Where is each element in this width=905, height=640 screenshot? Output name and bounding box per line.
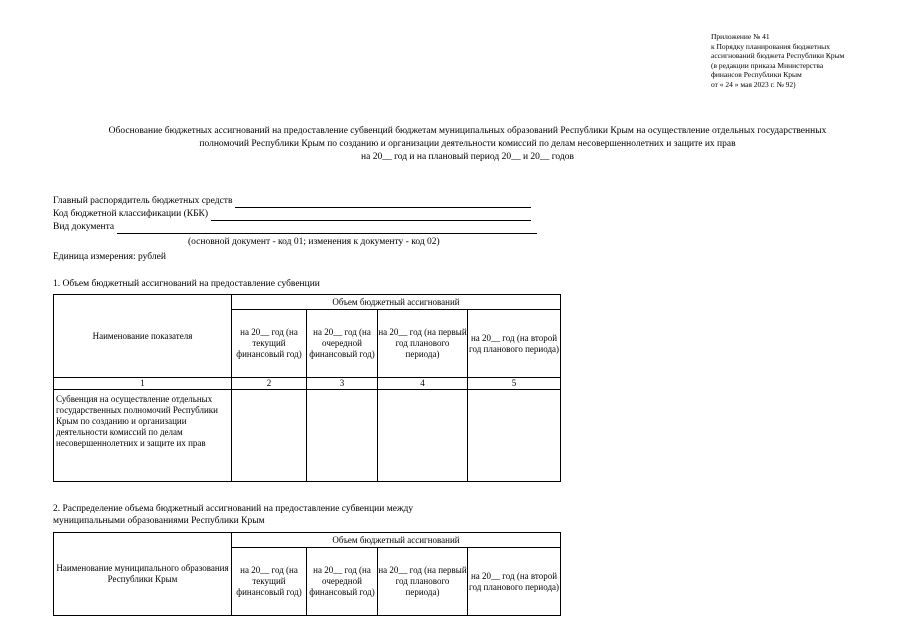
kbk-label: Код бюджетной классификации (КБК) <box>53 209 209 219</box>
doc-type-field[interactable] <box>117 223 537 234</box>
header-plan-year-2: на 20__ год (на второй год планового периода) <box>468 548 561 616</box>
header-municipality: Наименование муниципального образования Республики Крым <box>54 533 232 616</box>
section2-table <box>53 532 561 616</box>
value-cell[interactable] <box>307 390 378 482</box>
doc-type-label: Вид документа <box>53 222 115 232</box>
header-current-year: на 20__ год (на текущий финансовый год) <box>232 548 307 616</box>
section2-title-line-2: муниципальными образованиями Республики Крым <box>53 516 265 526</box>
title-line-2: полномочий Республики Крым по созданию и организации деятельности комиссий по делам несовершеннолетних и защите их прав <box>199 139 736 149</box>
column-number: 4 <box>378 378 468 390</box>
header-plan-year-1: на 20__ год (на первый год планового периода) <box>378 548 468 616</box>
section1-table <box>53 294 561 482</box>
value-cell[interactable] <box>468 390 561 482</box>
header-current-year: на 20__ год (на текущий финансовый год) <box>232 310 307 378</box>
header-plan-year-1: на 20__ год (на первый год планового периода) <box>378 310 468 378</box>
header-fields <box>53 195 537 234</box>
column-number: 3 <box>307 378 378 390</box>
header-plan-year-2: на 20__ год (на второй год планового периода) <box>468 310 561 378</box>
column-number: 1 <box>54 378 232 390</box>
appendix-note <box>711 32 901 89</box>
kbk-field[interactable] <box>211 210 531 221</box>
header-group: Объем бюджетный ассигнований <box>232 533 561 548</box>
section1-title: 1. Объем бюджетный ассигнований на предоставление субвенции <box>53 279 320 289</box>
title-line-1: Обоснование бюджетных ассигнований на предоставление субвенций бюджетам муниципальных образований Республики Крым на осуществление отдельных государственных <box>108 126 827 136</box>
header-next-year: на 20__ год (на очередной финансовый год) <box>307 310 378 378</box>
value-cell[interactable] <box>232 390 307 482</box>
appendix-line: (в редакции приказа Министерства <box>711 60 824 70</box>
title-line-3: на 20__ год и на плановый период 20__ и 20__ годов <box>361 152 574 162</box>
column-number: 2 <box>232 378 307 390</box>
column-number: 5 <box>468 378 561 390</box>
main-manager-row <box>53 195 537 208</box>
section2-title <box>53 503 413 527</box>
section2-title-line-1: 2. Распределение объема бюджетный ассигнований на предоставление субвенции между <box>53 504 414 514</box>
appendix-line: от « 24 » мая 2023 г. № 92) <box>711 79 796 89</box>
doc-type-note: (основной документ - код 01; изменения к документу - код 02) <box>188 237 440 247</box>
header-indicator: Наименование показателя <box>54 295 232 378</box>
appendix-line: к Порядку планирования бюджетных <box>711 41 830 51</box>
value-cell[interactable] <box>378 390 468 482</box>
header-group: Объем бюджетный ассигнований <box>232 295 561 310</box>
doc-type-row <box>53 221 537 234</box>
header-next-year: на 20__ год (на очередной финансовый год) <box>307 548 378 616</box>
document-title <box>30 125 905 164</box>
main-manager-label: Главный распорядитель бюджетных средств <box>53 196 233 206</box>
row-label: Субвенция на осуществление отдельных государственных полномочий Республики Крым по созданию и организации деятельности комиссий по делам несовершеннолетних и защите их прав <box>54 390 232 482</box>
main-manager-field[interactable] <box>235 197 531 208</box>
appendix-line: ассигнований бюджета Республики Крым <box>711 51 845 60</box>
appendix-line: Приложение № 41 <box>711 32 770 41</box>
kbk-row <box>53 208 537 221</box>
table-row <box>54 390 561 482</box>
units-label: Единица измерения: рублей <box>53 252 166 262</box>
appendix-line: финансов Республики Крым <box>711 70 802 79</box>
